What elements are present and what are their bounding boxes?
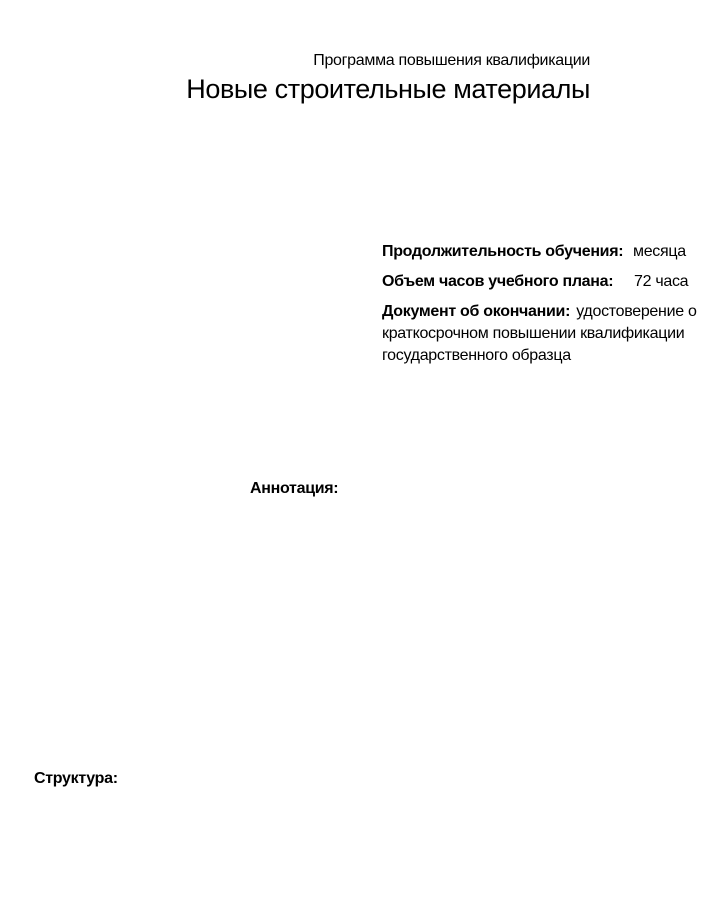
duration-row: [382, 241, 702, 271]
program-subtitle: Программа повышения квалификации: [313, 52, 590, 69]
annotation-heading: Аннотация:: [250, 480, 339, 497]
document-row: [382, 301, 702, 367]
hours-label: Объем часов учебного плана:: [382, 273, 614, 290]
document-label: Документ об окончании:: [382, 303, 571, 320]
duration-label: Продолжительность обучения:: [382, 243, 624, 260]
duration-value: месяца: [633, 243, 686, 260]
hours-row: [382, 271, 702, 301]
hours-value: 72 часа: [634, 273, 689, 290]
program-title: Новые строительные материалы: [186, 74, 590, 104]
program-info: [382, 241, 702, 367]
structure-heading: Структура:: [34, 770, 118, 787]
document-value: удостоверение о краткосрочном повышении квалификации государственного образца: [382, 303, 697, 364]
